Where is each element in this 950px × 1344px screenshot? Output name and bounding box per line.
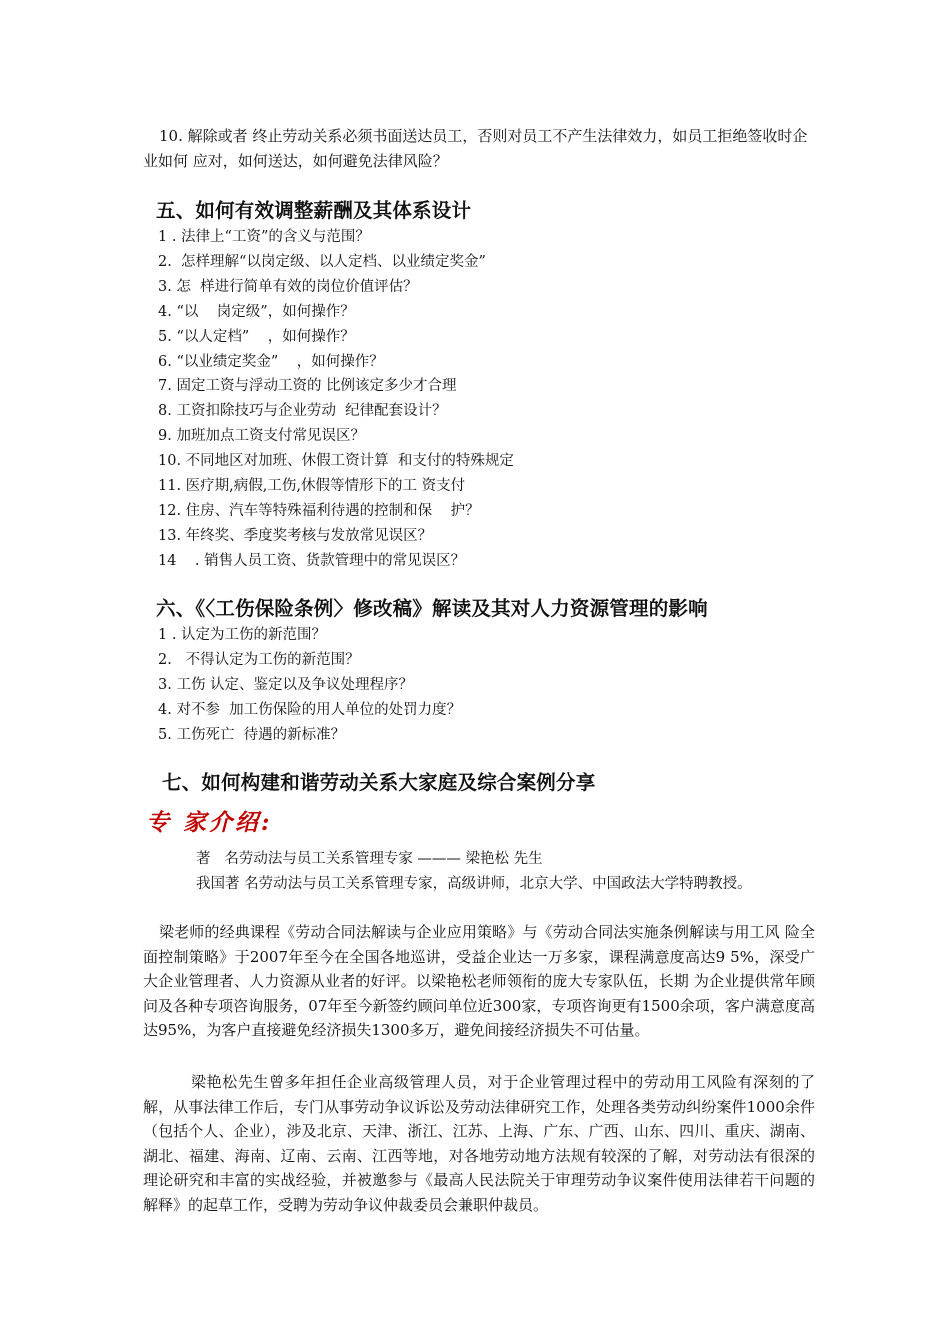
expert-experience-paragraph: 梁艳松先生曾多年担任企业高级管理人员，对于企业管理过程中的劳动用工风险有深刻的了解，从事法律工作后，专门从事劳动争议诉讼及劳动法律研究工作，处理各类劳动纠纷案件1000余件（包括个人、企业），涉及北京、天津、浙江、江苏、上海、广东、广西、山东、四川、重庆、湖南、湖北、福建、海南、辽南、云南、江西等地，对各地劳动地方法规有较深的了解，对劳动法有很深的理论研究和丰富的实战经验，并被邀参与《最高人民法院关于审理劳动争议案件使用法律若干问题的解释》的起草工作，受聘为劳动争议仲裁委员会兼职仲裁员。 [143, 1073, 815, 1214]
list-item: 2. 不得认定为工伤的新范围？ [158, 651, 360, 668]
section-6-list [158, 623, 461, 748]
list-item: 14 . 销售人员工资、货款管理中的常见误区？ [158, 552, 466, 569]
list-item: 1 . 法律上“工资”的含义与范围？ [158, 229, 370, 245]
list-item: 9. 加班加点工资支付常见误区？ [158, 428, 365, 445]
expert-title-line: 著 名劳动法与员工关系管理专家 ——— 梁艳松 先生 [196, 851, 543, 867]
item-10-paragraph: 10. 解除或者 终止劳动关系必须书面送达员工，否则对员工不产生法律效力，如员工拒绝签收时企业如何 应对，如何送达，如何避免法律风险？ [143, 127, 808, 170]
list-item: 5. “以人定档” ，如何操作？ [158, 328, 355, 345]
expert-intro-heading: 专 家介绍: [146, 809, 273, 836]
section-5-heading: 五、如何有效调整薪酬及其体系设计 [156, 199, 472, 222]
list-item: 12. 住房、汽车等特殊福利待遇的控制和保 护？ [158, 502, 480, 519]
section-5-list [158, 225, 514, 574]
list-item: 11. 医疗期,病假,工伤,休假等情形下的工 资支付 [158, 478, 466, 495]
list-item: 4. “以 岗定级”，如何操作？ [158, 303, 355, 320]
list-item: 10. 不同地区对加班、休假工资计算 和支付的特殊规定 [158, 453, 514, 470]
list-item: 8. 工资扣除技巧与企业劳动 纪律配套设计？ [158, 403, 447, 420]
list-item: 2. 怎样理解“以岗定级、以人定档、以业绩定奖金” [158, 253, 486, 270]
list-item: 6. “以业绩定奖金” ，如何操作？ [158, 353, 384, 370]
list-item: 13. 年终奖、季度奖考核与发放常见误区？ [158, 527, 433, 544]
section-6-heading: 六、《〈工伤保险条例〉修改稿》解读及其对人力资源管理的影响 [156, 597, 708, 620]
list-item: 4. 对不参 加工伤保险的用人单位的处罚力度？ [158, 701, 462, 718]
expert-credentials-line: 我国著 名劳动法与员工关系管理专家，高级讲师，北京大学、中国政法大学特聘教授。 [196, 876, 752, 892]
list-item: 3. 怎 样进行简单有效的岗位价值评估？ [158, 278, 418, 295]
section-7-heading: 七、如何构建和谐劳动关系大家庭及综合案例分享 [162, 771, 596, 794]
list-item: 7. 固定工资与浮动工资的 比例该定多少才合理 [158, 378, 457, 395]
expert-courses-paragraph: 梁老师的经典课程《劳动合同法解读与企业应用策略》与《劳动合同法实施条例解读与用工风 险全面控制策略》于2007年至今在全国各地巡讲，受益企业达一万多家，课程满意度高达9 5%，深受广大企业管理者、人力资源从业者的好评。以梁艳松老师领衔的庞大专家队伍，长期 为企业提供常年顾问及各种专项咨询服务，07年至今新签约顾问单位近300家，专项咨询更有1500余项，客户满意度高达95%，为客户直接避免经济损失1300多万，避免间接经济损失不可估量。 [143, 923, 815, 1039]
list-item: 3. 工伤 认定、鉴定以及争议处理程序？ [158, 676, 414, 693]
list-item: 5. 工伤死亡 待遇的新标准？ [158, 726, 346, 743]
list-item: 1 . 认定为工伤的新范围？ [158, 627, 327, 643]
